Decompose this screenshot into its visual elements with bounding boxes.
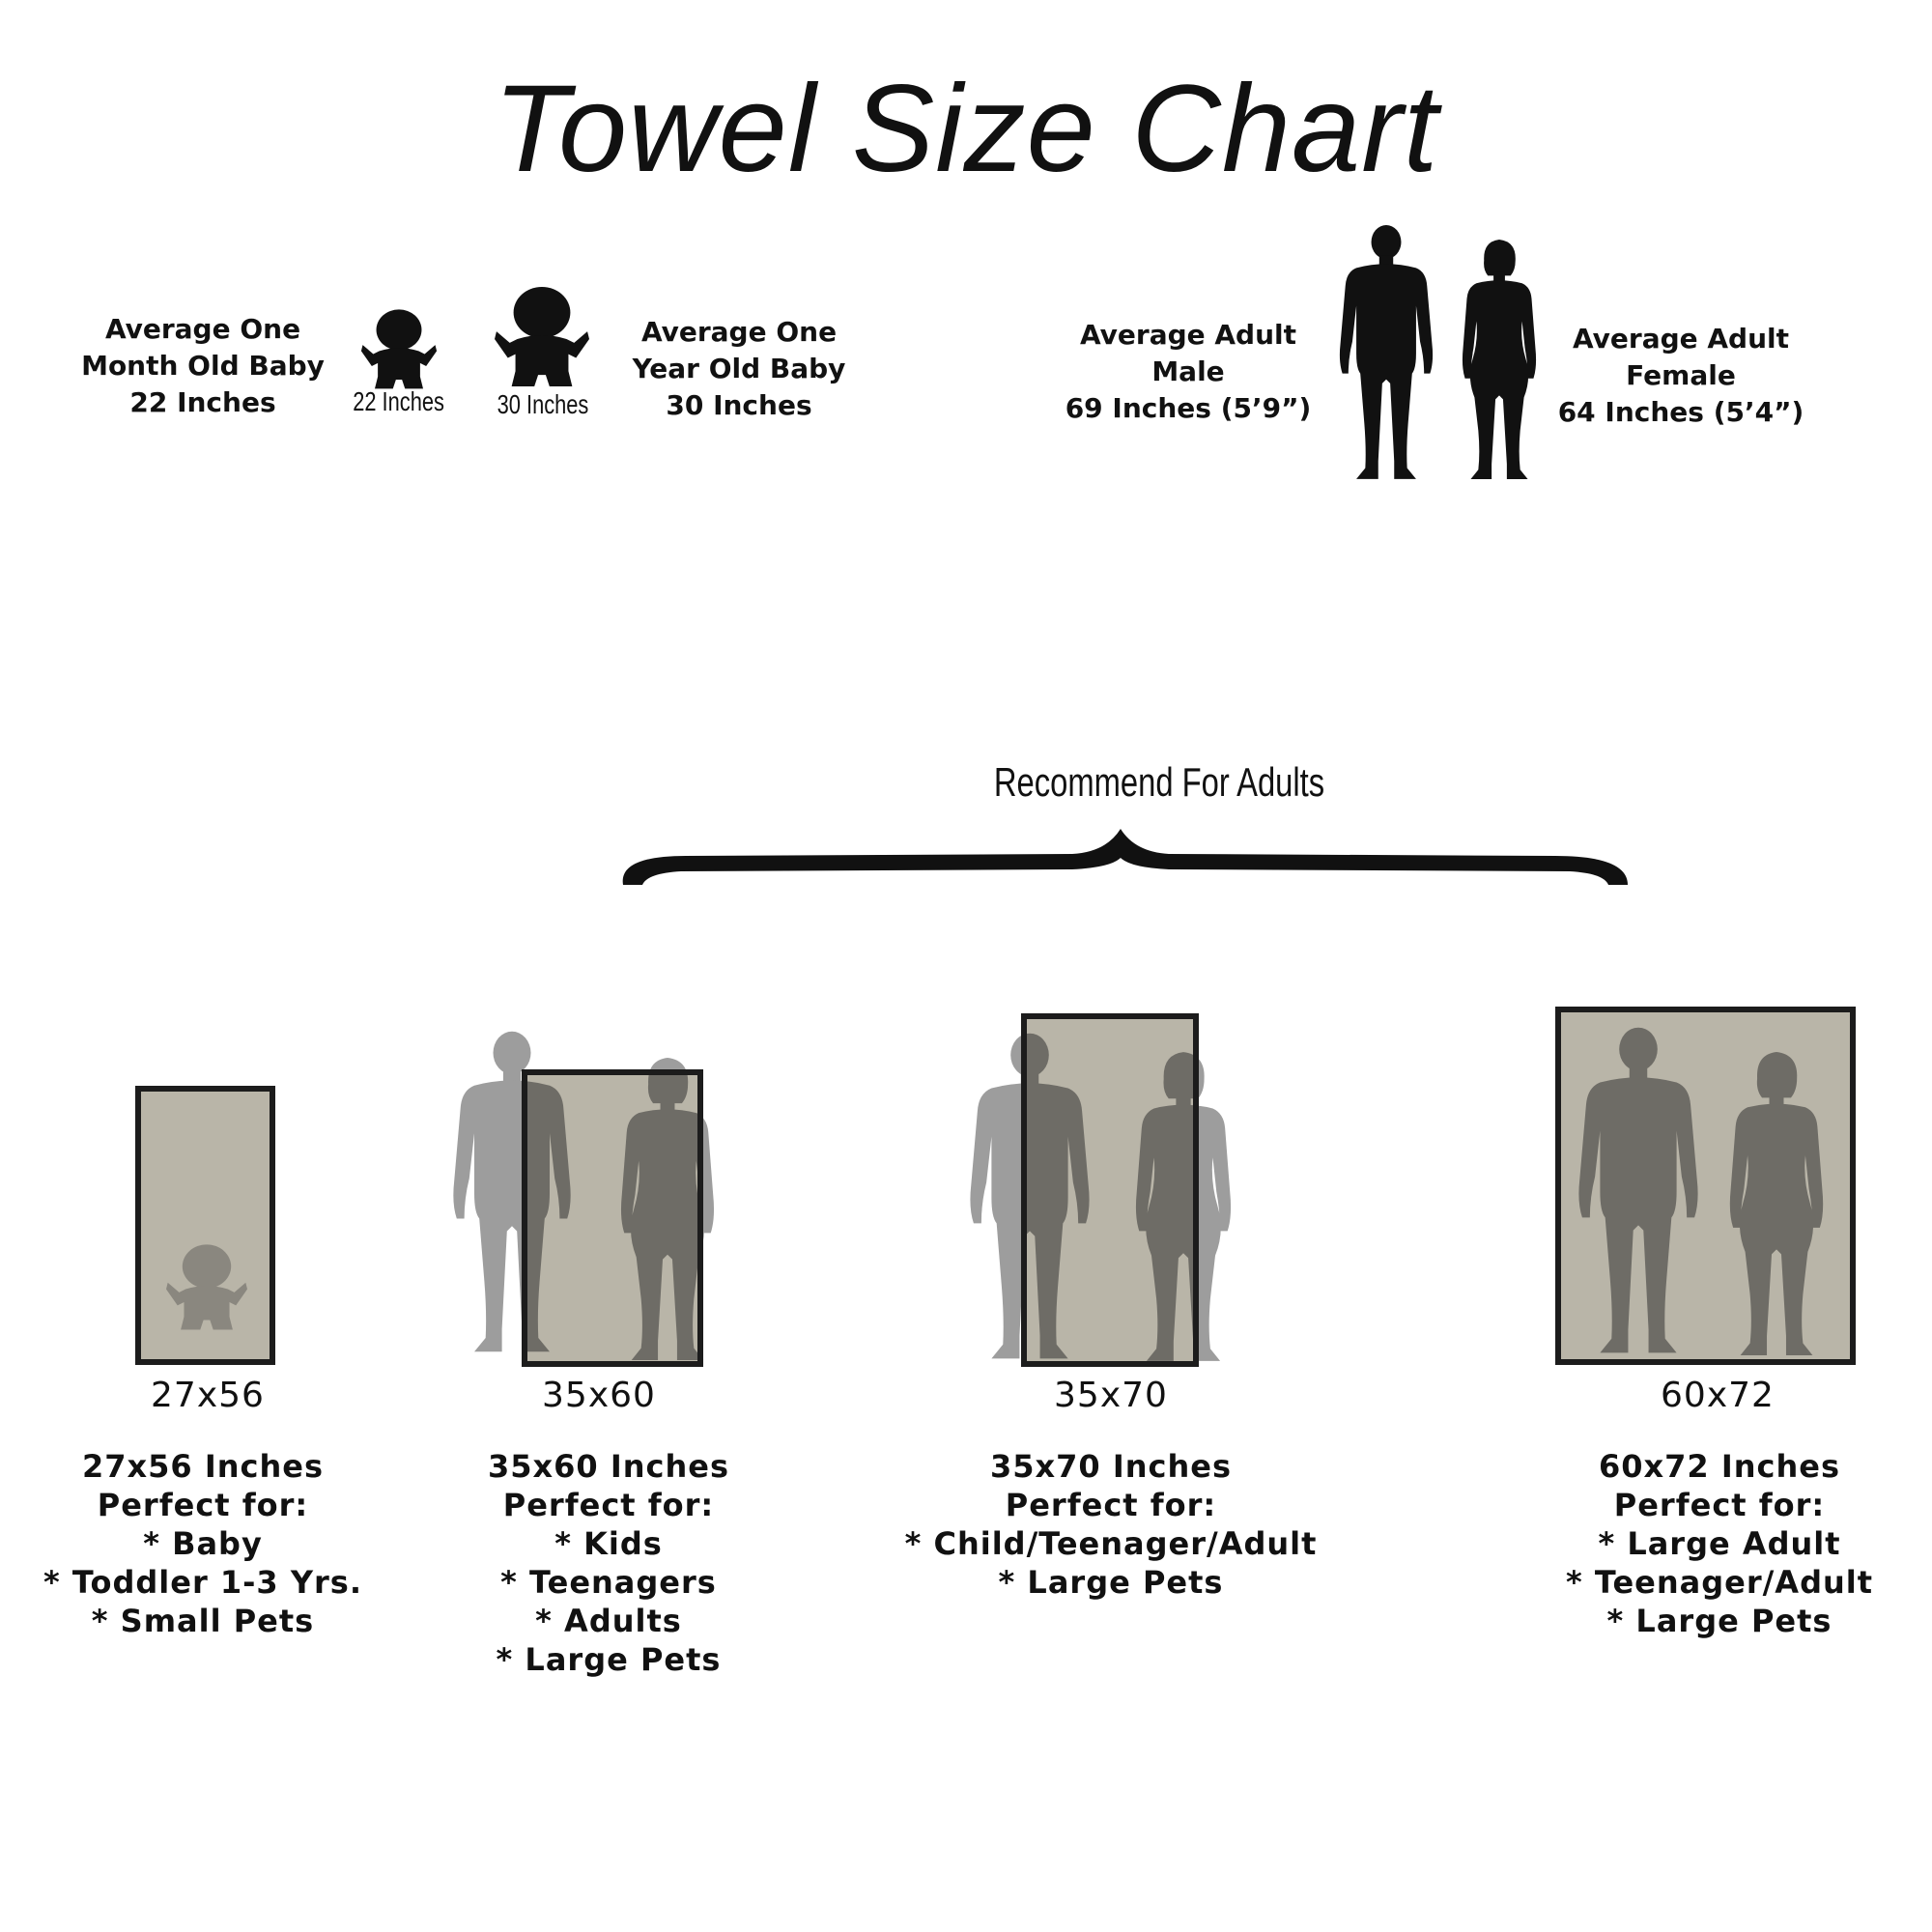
adult-female-figure-icon: [1445, 236, 1553, 483]
adult-female-label: Average Adult Female 64 Inches (5’4”): [1557, 323, 1804, 428]
towel-35x60-graphic: [449, 1022, 739, 1370]
baby-month-label: Average One Month Old Baby 22 Inches: [81, 313, 325, 418]
baby-year-figure-icon: [495, 278, 589, 394]
baby-month-figure-caption: 22 Inches: [353, 386, 444, 416]
towel-27x56-graphic: [135, 1086, 280, 1366]
towel-27x56-details: 27x56 Inches Perfect for: * Baby * Toddler 1-3 Yrs. * Small Pets: [43, 1448, 362, 1639]
towel-35x60-size: 35x60: [542, 1376, 656, 1415]
towel-35x70-size: 35x70: [1054, 1376, 1168, 1415]
adult-male-figure-icon: [1329, 224, 1443, 483]
towel-35x70-graphic: [966, 1012, 1265, 1370]
baby-month-figure-icon: [357, 307, 440, 390]
baby-year-label: Average One Year Old Baby 30 Inches: [632, 316, 846, 421]
towel-35x60-details: 35x60 Inches Perfect for: * Kids * Teenagers * Adults * Large Pets: [487, 1448, 730, 1678]
towel-27x56-size: 27x56: [151, 1376, 265, 1415]
towel-35x70-details: 35x70 Inches Perfect for: * Child/Teenager/Adult * Large Pets: [904, 1448, 1318, 1601]
adult-male-label: Average Adult Male 69 Inches (5’9”): [1065, 319, 1312, 424]
bracket-label: Recommend For Adults: [993, 759, 1325, 805]
page-title: Towel Size Chart: [493, 60, 1439, 198]
towel-60x72-details: 60x72 Inches Perfect for: * Large Adult * Teenager/Adult * Large Pets: [1565, 1448, 1874, 1639]
baby-year-figure-caption: 30 Inches: [497, 389, 589, 419]
towel-60x72-size: 60x72: [1661, 1376, 1775, 1415]
towel-60x72-graphic: [1555, 1007, 1859, 1368]
curly-bracket-icon: [618, 823, 1633, 891]
